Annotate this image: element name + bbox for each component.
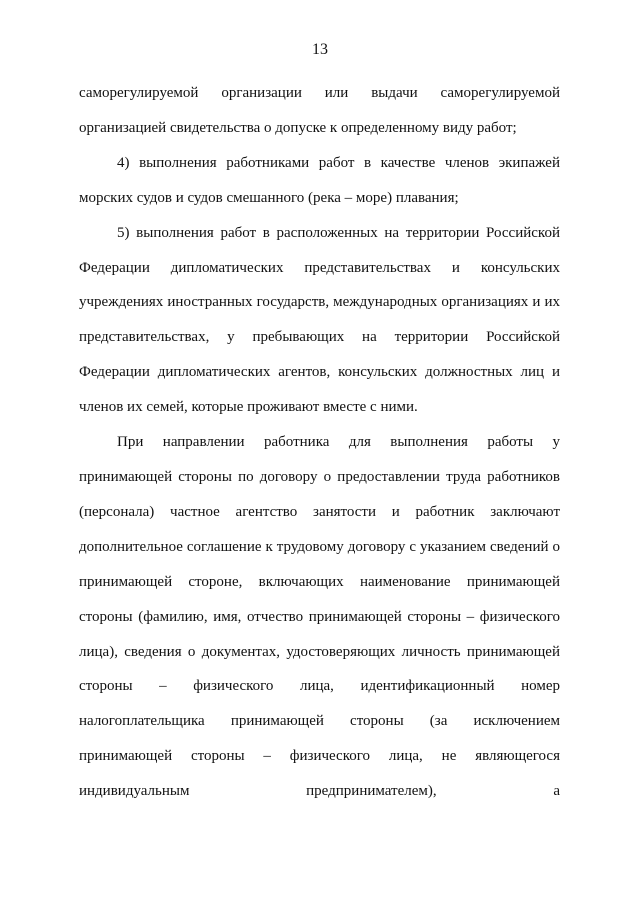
paragraph-item-5: 5) выполнения работ в расположенных на территории Российской Федерации дипломатических представительствах и консульских учреждениях иностранных государств, международных организациях и их представительствах, у пребывающих на территории Российской Федерации дипломатических агентов, консульских должностных лиц и членов их семей, которые проживают вместе с ними. — [79, 224, 560, 416]
paragraph-continuation: саморегулируемой организации или выдачи саморегулируемой организацией свидетельства о допуске к определенному виду работ; — [79, 85, 560, 136]
paragraph-item-4: 4) выполнения работниками работ в качестве членов экипажей морских судов и судов смешанного (река – море) плавания; — [79, 154, 560, 206]
document-body — [79, 76, 560, 809]
page-number: 13 — [312, 41, 328, 58]
paragraph-assignment: При направлении работника для выполнения работы у принимающей стороны по договору о предоставлении труда работников (персонала) частное агентство занятости и работник заключают дополнительное соглашение к трудовому договору с указанием сведений о принимающей стороне, включающих наименование принимающей стороны (фамилию, имя, отчество принимающей стороны – физического лица), сведения о документах, удостоверяющих личность принимающей стороны – физического лица, идентификационный номер налогоплательщика принимающей стороны (за исключением принимающей стороны – физического лица, не являющегося индивидуальным предпринимателем), а — [79, 434, 560, 800]
